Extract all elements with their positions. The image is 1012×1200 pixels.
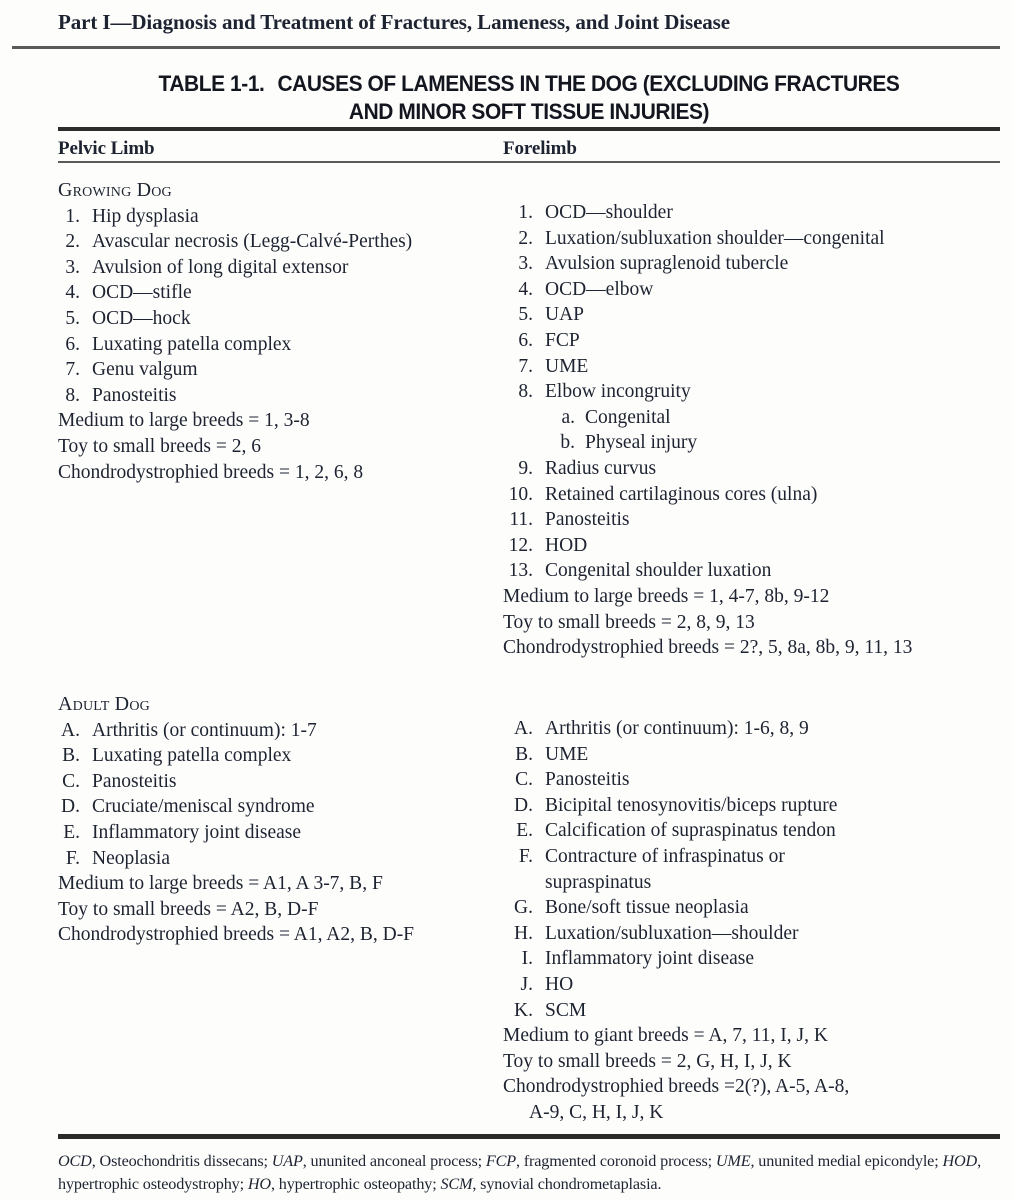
- list-text: Avulsion of long digital extensor: [92, 256, 349, 278]
- list-text: Luxation/subluxation shoulder—congenital: [545, 227, 885, 249]
- list-marker: J.: [520, 973, 533, 995]
- list-marker: C.: [515, 769, 533, 791]
- list-item: [58, 820, 488, 846]
- list-text: Radius curvus: [545, 457, 657, 479]
- list-marker: 7.: [65, 359, 80, 381]
- list-marker: D.: [514, 794, 533, 816]
- list-item: [503, 533, 1003, 559]
- list-item: [503, 200, 1003, 226]
- list-text: Avulsion supraglenoid tubercle: [545, 253, 789, 275]
- sub-list-text: Physeal injury: [585, 432, 698, 454]
- footnote-def-hod: , hypertrophic osteodystrophy;: [58, 1152, 981, 1193]
- section-heading-growing-dog: Growing Dog: [58, 179, 172, 201]
- list-item: [503, 946, 1003, 972]
- list-text: HO: [545, 973, 574, 995]
- sub-list-text: Congenital: [585, 406, 671, 428]
- list-text: OCD—shoulder: [545, 202, 673, 223]
- list-text: Cruciate/meniscal syndrome: [92, 796, 315, 818]
- list-marker: E.: [516, 820, 533, 842]
- list-item: [503, 482, 1003, 508]
- pelvic-limb-adult-section: [58, 692, 488, 948]
- footnote-def-ho: , hypertrophic osteopathy;: [270, 1175, 441, 1193]
- list-text: Luxating patella complex: [92, 333, 292, 355]
- list-marker: G.: [514, 897, 533, 919]
- list-text: SCM: [545, 999, 587, 1021]
- sub-list-item: [503, 405, 1003, 431]
- list-item: [503, 895, 1003, 921]
- list-marker: 10.: [508, 483, 533, 505]
- list-text: Inflammatory joint disease: [92, 821, 302, 843]
- table-title: [91, 70, 967, 126]
- list-item: [503, 379, 1003, 405]
- list-marker: 3.: [518, 253, 533, 275]
- list-text: Hip dysplasia: [92, 205, 199, 227]
- list-marker: 4.: [518, 278, 533, 300]
- breed-summary: [503, 1074, 1003, 1125]
- table-bottom-rule: [58, 1134, 1000, 1139]
- list-text: Panosteitis: [545, 509, 630, 531]
- list-marker: A.: [61, 719, 80, 741]
- list-text: Arthritis (or continuum): 1-6, 8, 9: [545, 718, 809, 739]
- list-marker: 9.: [518, 457, 533, 479]
- list-marker: 8.: [518, 381, 533, 403]
- breed-summary: Medium to large breeds = A1, A 3-7, B, F: [58, 873, 383, 895]
- list-item: [58, 332, 488, 358]
- list-marker: C.: [62, 770, 80, 792]
- list-item: [58, 794, 488, 820]
- list-text: Luxation/subluxation—shoulder: [545, 922, 799, 944]
- section-heading-adult-dog: Adult Dog: [58, 693, 150, 715]
- breed-summary: Medium to large breeds = 1, 3-8: [58, 410, 310, 432]
- column-header-pelvic-limb: Pelvic Limb: [58, 138, 155, 159]
- list-item: [503, 767, 1003, 793]
- list-marker: 7.: [518, 355, 533, 377]
- list-marker: B.: [515, 743, 533, 765]
- list-text: Calcification of supraspinatus tendon: [545, 820, 836, 842]
- list-marker: 5.: [518, 304, 533, 326]
- list-marker: E.: [63, 821, 80, 843]
- list-item: [58, 229, 488, 255]
- list-item: [503, 998, 1003, 1024]
- list-item: [503, 456, 1003, 482]
- list-item: [503, 328, 1003, 354]
- list-text: OCD—hock: [92, 307, 191, 329]
- breed-summary: Chondrodystrophied breeds = 1, 2, 6, 8: [58, 461, 364, 483]
- list-marker: 8.: [65, 384, 80, 406]
- table-title-line-1: CAUSES OF LAMENESS IN THE DOG (EXCLUDING FRACTURES: [277, 71, 900, 96]
- list-item: [58, 357, 488, 383]
- footnote-def-ume: , ununited medial epicondyle;: [750, 1152, 943, 1170]
- list-item: [503, 226, 1003, 252]
- footnote-abbr-ocd: OCD: [58, 1152, 92, 1170]
- list-item: [58, 846, 488, 872]
- list-marker: D.: [61, 796, 80, 818]
- list-marker: I.: [521, 948, 533, 970]
- sub-list-marker: b.: [560, 432, 575, 454]
- list-item: [503, 921, 1003, 947]
- list-marker: 5.: [65, 307, 80, 329]
- breed-summary: Chondrodystrophied breeds = 2?, 5, 8a, 8b, 9, 11, 13: [503, 637, 913, 659]
- list-marker: 1.: [518, 202, 533, 223]
- list-item: [58, 743, 488, 769]
- breed-summary: Chondrodystrophied breeds = A1, A2, B, D-F: [58, 924, 415, 946]
- list-marker: B.: [62, 745, 80, 767]
- footnote-def-fcp: , fragmented coronoid process;: [515, 1152, 716, 1170]
- list-marker: 12.: [508, 534, 533, 556]
- list-item: [58, 204, 488, 230]
- footnote-def-uap: , ununited anconeal process;: [302, 1152, 486, 1170]
- list-text: Neoplasia: [92, 847, 170, 869]
- breed-summary: Toy to small breeds = 2, 6: [58, 435, 261, 457]
- list-marker: 2.: [518, 227, 533, 249]
- list-marker: 6.: [65, 333, 80, 355]
- list-text: Panosteitis: [92, 770, 177, 792]
- list-item: [503, 354, 1003, 380]
- list-text: Panosteitis: [92, 384, 177, 406]
- footnote-def-scm: , synovial chondrometaplasia.: [472, 1175, 662, 1193]
- footnote-def-ocd: , Osteochondritis dissecans;: [91, 1152, 272, 1170]
- footnote-abbr-uap: UAP: [271, 1152, 303, 1170]
- table-footnote: [58, 1150, 1004, 1196]
- list-text: Bone/soft tissue neoplasia: [545, 897, 749, 919]
- forelimb-growing-section: [503, 200, 1003, 661]
- list-text: Avascular necrosis (Legg-Calvé-Perthes): [92, 231, 413, 253]
- list-item: [58, 769, 488, 795]
- list-text: UME: [545, 355, 589, 377]
- list-text: Luxating patella complex: [92, 745, 292, 767]
- list-text-line-1: Contracture of infraspinatus or: [545, 845, 785, 867]
- footnote-abbr-ume: UME: [715, 1152, 751, 1170]
- list-item: [503, 507, 1003, 533]
- breed-summary: Toy to small breeds = 2, G, H, I, J, K: [503, 1050, 792, 1072]
- list-item: [503, 972, 1003, 998]
- footnote-abbr-hod: HOD: [942, 1152, 978, 1170]
- pelvic-limb-growing-section: [58, 178, 488, 485]
- list-text: Congenital shoulder luxation: [545, 560, 772, 582]
- footnote-abbr-ho: HO: [247, 1175, 271, 1193]
- breed-summary: Medium to large breeds = 1, 4-7, 8b, 9-12: [503, 585, 830, 607]
- list-marker: 2.: [65, 231, 80, 253]
- list-text: OCD—stifle: [92, 282, 192, 304]
- sub-list-marker: a.: [561, 406, 575, 428]
- list-marker: 13.: [508, 560, 533, 582]
- list-item: [58, 255, 488, 281]
- list-marker: F.: [65, 847, 80, 869]
- list-item: [58, 306, 488, 332]
- list-text-line-2: supraspinatus: [545, 871, 652, 893]
- list-marker: 6.: [518, 329, 533, 351]
- column-header-forelimb: Forelimb: [503, 138, 577, 159]
- forelimb-adult-section: [503, 716, 1003, 1126]
- list-marker: 4.: [65, 282, 80, 304]
- list-item: [503, 558, 1003, 584]
- breed-summary-line-1: Chondrodystrophied breeds =2(?), A-5, A-8,: [503, 1076, 850, 1098]
- list-text: Bicipital tenosynovitis/biceps rupture: [545, 794, 838, 816]
- running-head: Part I—Diagnosis and Treatment of Fractures, Lameness, and Joint Disease: [58, 10, 730, 34]
- breed-summary: Toy to small breeds = A2, B, D-F: [58, 898, 319, 920]
- list-item: [503, 742, 1003, 768]
- list-marker: K.: [514, 999, 533, 1021]
- list-text: UAP: [545, 304, 585, 326]
- table-title-line-2: AND MINOR SOFT TISSUE INJURIES): [348, 99, 710, 124]
- sub-list-item: [503, 430, 1003, 456]
- list-text: [545, 844, 1003, 895]
- list-text: OCD—elbow: [545, 278, 654, 300]
- table-top-rule: [58, 127, 1000, 131]
- list-text: Panosteitis: [545, 769, 630, 791]
- breed-summary: Medium to giant breeds = A, 7, 11, I, J, K: [503, 1025, 828, 1047]
- list-item: [58, 280, 488, 306]
- list-text: Arthritis (or continuum): 1-7: [92, 719, 317, 741]
- list-marker: H.: [514, 922, 533, 944]
- list-item: [503, 716, 1003, 742]
- table-number: TABLE 1-1.: [158, 71, 265, 96]
- list-text: Elbow incongruity: [545, 381, 691, 403]
- list-item: [503, 793, 1003, 819]
- list-text: Genu valgum: [92, 359, 198, 381]
- list-marker: 11.: [509, 509, 533, 531]
- list-item: [503, 844, 1003, 895]
- breed-summary-line-2: A-9, C, H, I, J, K: [529, 1101, 664, 1123]
- list-text: UME: [545, 743, 589, 765]
- list-text: Retained cartilaginous cores (ulna): [545, 483, 818, 505]
- list-text: FCP: [545, 329, 580, 351]
- list-item: [58, 383, 488, 409]
- list-marker: 1.: [65, 205, 80, 227]
- list-item: [503, 277, 1003, 303]
- breed-summary: Toy to small breeds = 2, 8, 9, 13: [503, 611, 755, 633]
- list-item: [503, 818, 1003, 844]
- header-rule: [12, 46, 1000, 49]
- list-text: Inflammatory joint disease: [545, 948, 755, 970]
- list-item: [503, 302, 1003, 328]
- footnote-abbr-scm: SCM: [440, 1175, 473, 1193]
- list-marker: F.: [518, 845, 533, 867]
- footnote-abbr-fcp: FCP: [485, 1152, 516, 1170]
- list-item: [503, 251, 1003, 277]
- column-header-rule: [58, 161, 1000, 163]
- list-marker: A.: [514, 718, 533, 739]
- list-marker: 3.: [65, 256, 80, 278]
- list-text: HOD: [545, 534, 588, 556]
- list-item: [58, 718, 488, 744]
